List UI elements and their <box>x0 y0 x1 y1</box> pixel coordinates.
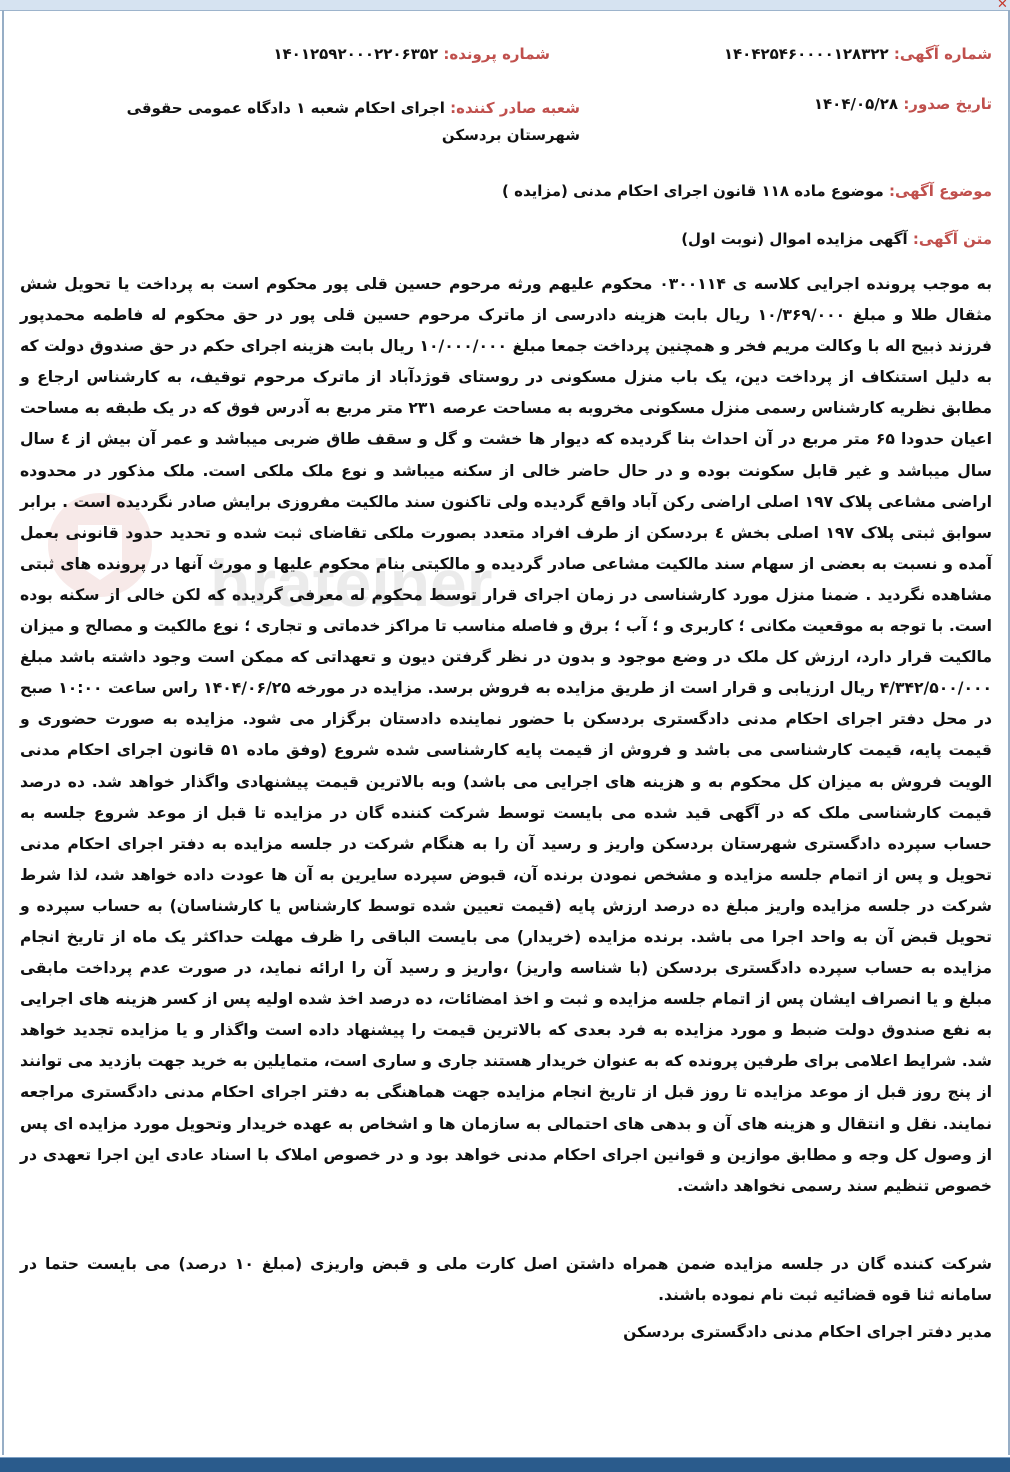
window-bottom-bar <box>0 1457 1010 1472</box>
issue-date <box>814 95 992 113</box>
case-number-value: ۱۴۰۱۲۵۹۲۰۰۰۲۲۰۶۳۵۲ <box>273 45 439 63</box>
text-title-value: آگهی مزایده اموال (نوبت اول) <box>681 230 908 248</box>
branch-label: شعبه صادر کننده: <box>450 99 580 117</box>
ad-body-paragraph: به موجب پرونده اجرایی کلاسه ی ۰۳۰۰۱۱۴ محکوم علیهم ورثه مرحوم حسین قلی پور محکوم است به پرداخت یا تحویل شش مثقال طلا و مبلغ ۱۰/۳۶۹/۰۰۰ ریال بابت هزینه دادرسی از ماترک مرحوم حسین قلی پور در حق محکوم له فاطمه محمدپور فرزند ذبیح اله با وکالت مریم فخر و همچنین پرداخت جمعا مبلغ ۱۰/۰۰۰/۰۰۰ ریال بابت هزینه اجرای حکم در حق صندوق دولت که به دلیل استنکاف از پرداخت دین، یک باب منزل مسکونی در روستای قوژدآباد از ماترک مرحوم توقیف، به کارشناس ارجاع و مطابق نظریه کارشناس رسمی منزل مسکونی مخروبه به مساحت عرصه ۲۳۱ متر مربع به آدرس فوق که در یک طبقه به مساحت اعیان حدودا ۶۵ متر مربع در آن احداث بنا گردیده که دیوار ها خشت و گل و سقف طاق ضربی میباشد و عمر آن بیش از ٤ سال سال میباشد و غیر قابل سکونت بوده و در حال حاضر خالی از سکنه میباشد و نوع ملک ملکی است. ملک مذکور در محدوده اراضی مشاعی پلاک ۱۹۷ اصلی اراضی رکن آباد واقع گردیده ولی تاکنون سند مالکیت مفروزی برایش صادر نگردیده است . برابر سوابق ثبتی پلاک ۱۹۷ اصلی بخش ٤ بردسکن از طرف افراد متعدد بصورت ملکی تقاضای ثبت شده و تحدید حدود قانونی بعمل آمده و نسبت به بعضی از سهام سند مالکیت مشاعی صادر گردیده و مالکیتی بنام محکوم علیها و مورث آنها در پرونده های ثبتی مشاهده نگردید . ضمنا منزل مورد کارشناسی در زمان اجرای قرار توسط محکوم له معرفی گردیده که لکن خالی از سکنه بوده است. با توجه به موقعیت مکانی ؛ کاربری و ؛ آب ؛ برق و فاصله مناسب تا مراکز خدماتی و تجاری ؛ نوع مالکیت و مصالح و میزان مالکیت قرار دارد، ارزش کل ملک در وضع موجود و بدون در نظر گرفتن دیون و تعهداتی که ممکن است وجود داشته باشد مبلغ ۴/۳۴۲/۵۰۰/۰۰۰ ریال ارزیابی و قرار است از طریق مزایده به فروش برسد. مزایده در مورخه ۱۴۰۴/۰۶/۲۵ راس ساعت ۱۰:۰۰ صبح در محل دفتر اجرای احکام مدنی دادگستری بردسکن با حضور نماینده دادستان برگزار می شود. مزایده به صورت حضوری و قیمت پایه، قیمت کارشناسی می باشد و فروش از قیمت پایه کارشناسی شده شروع (وفق ماده ۵۱ قانون اجرای احکام مدنی الویت فروش به میزان کل محکوم به و هزینه های اجرایی می باشد) وبه بالاترین قیمت پیشنهادی واگذار خواهد شد. ده درصد قیمت کارشناسی ملک که در آگهی قید شده می بایست توسط شرکت کننده گان در مزایده تا قبل از موعد شروع جلسه به حساب سپرده دادگستری شهرستان بردسکن واریز و رسید آن را به هنگام شرکت در جلسه مزایده به دفتر اجرای احکام مدنی تحویل و پس از اتمام جلسه مزایده و مشخص نمودن برنده آن، قبوض سپرده سایرین به آن ها عودت داده خواهد شد، لذا شرط شرکت در جلسه مزایده واریز مبلغ ده درصد ارزش پایه (قیمت تعیین شده توسط کارشناس یا کارشناسان) به حساب سپرده و تحویل قبض آن به واحد اجرا می باشد. برنده مزایده (خریدار) می بایست الباقی را ظرف مهلت حداکثر یک ماه از تاریخ انجام مزایده به حساب سپرده دادگستری بردسکن (با شناسه واریز) ،واریز و رسید آن را ارائه نماید، در صورت عدم پرداخت مابقی مبلغ و یا انصراف ایشان پس از اتمام جلسه مزایده و ثبت و اخذ امضائات، ده درصد اخذ شده اولیه پس از کسر هزینه های اجرایی به نفع صندوق دولت ضبط و مورد مزایده به فرد بعدی که بالاترین قیمت را پیشنهاد داده است واگذار و یا مزایده تجدید خواهد شد. شرایط اعلامی برای طرفین پرونده که به عنوان خریدار هستند جاری و ساری است، متمایلین به خرید جهت بازدید می توانند از پنج روز قبل از موعد مزایده تا روز قبل از تاریخ انجام مزایده جهت هماهنگی به دفتر اجرای احکام مدنی دادگستری مراجعه نمایند. نقل و انتقال و هزینه های آن و بدهی های احتمالی به سازمان ها و اشخاص به عهده خریدار وتحویل مورد مزایده ای پس از وصول کل وجه و مطابق موازین و قوانین اجرای احکام مدنی خواهد بود و در خصوص املاک با اسناد عادی این اجرا تعهدی در خصوص تنظیم سند رسمی نخواهد داشت. <box>20 275 993 1195</box>
issue-date-value: ۱۴۰۴/۰۵/۲۸ <box>813 95 899 113</box>
ad-number-value: ۱۴۰۴۲۵۴۶۰۰۰۰۱۲۸۳۲۲ <box>723 45 889 63</box>
signature-line: مدیر دفتر اجرای احکام مدنی دادگستری بردسکن <box>623 1323 992 1341</box>
issuing-branch <box>90 95 580 149</box>
ad-subject <box>502 182 992 200</box>
text-title-label: متن آگهی: <box>912 230 992 248</box>
close-icon[interactable]: ✕ <box>997 0 1008 12</box>
branch-value: اجرای احکام شعبه ۱ دادگاه عمومی حقوقی شهرستان بردسکن <box>126 99 580 144</box>
participants-paragraph: شرکت کننده گان در جلسه مزایده ضمن همراه داشتن اصل کارت ملی و قبض واریزی (مبلغ ۱۰ درصد) می بایست حتما در سامانه ثنا قوه قضائیه ثبت نام نموده باشند. <box>20 1255 993 1305</box>
watermark-text: hrateiner <box>210 546 493 620</box>
case-number <box>273 45 550 63</box>
subject-label: موضوع آگهی: <box>888 182 992 200</box>
ad-number-label: شماره آگهی: <box>893 45 992 63</box>
case-number-label: شماره پرونده: <box>443 45 550 63</box>
ad-number <box>724 45 992 63</box>
subject-value: موضوع ماده ۱۱۸ قانون اجرای احکام مدنی (مزایده ) <box>502 182 884 200</box>
ad-text-title <box>681 230 992 248</box>
issue-date-label: تاریخ صدور: <box>903 95 992 113</box>
